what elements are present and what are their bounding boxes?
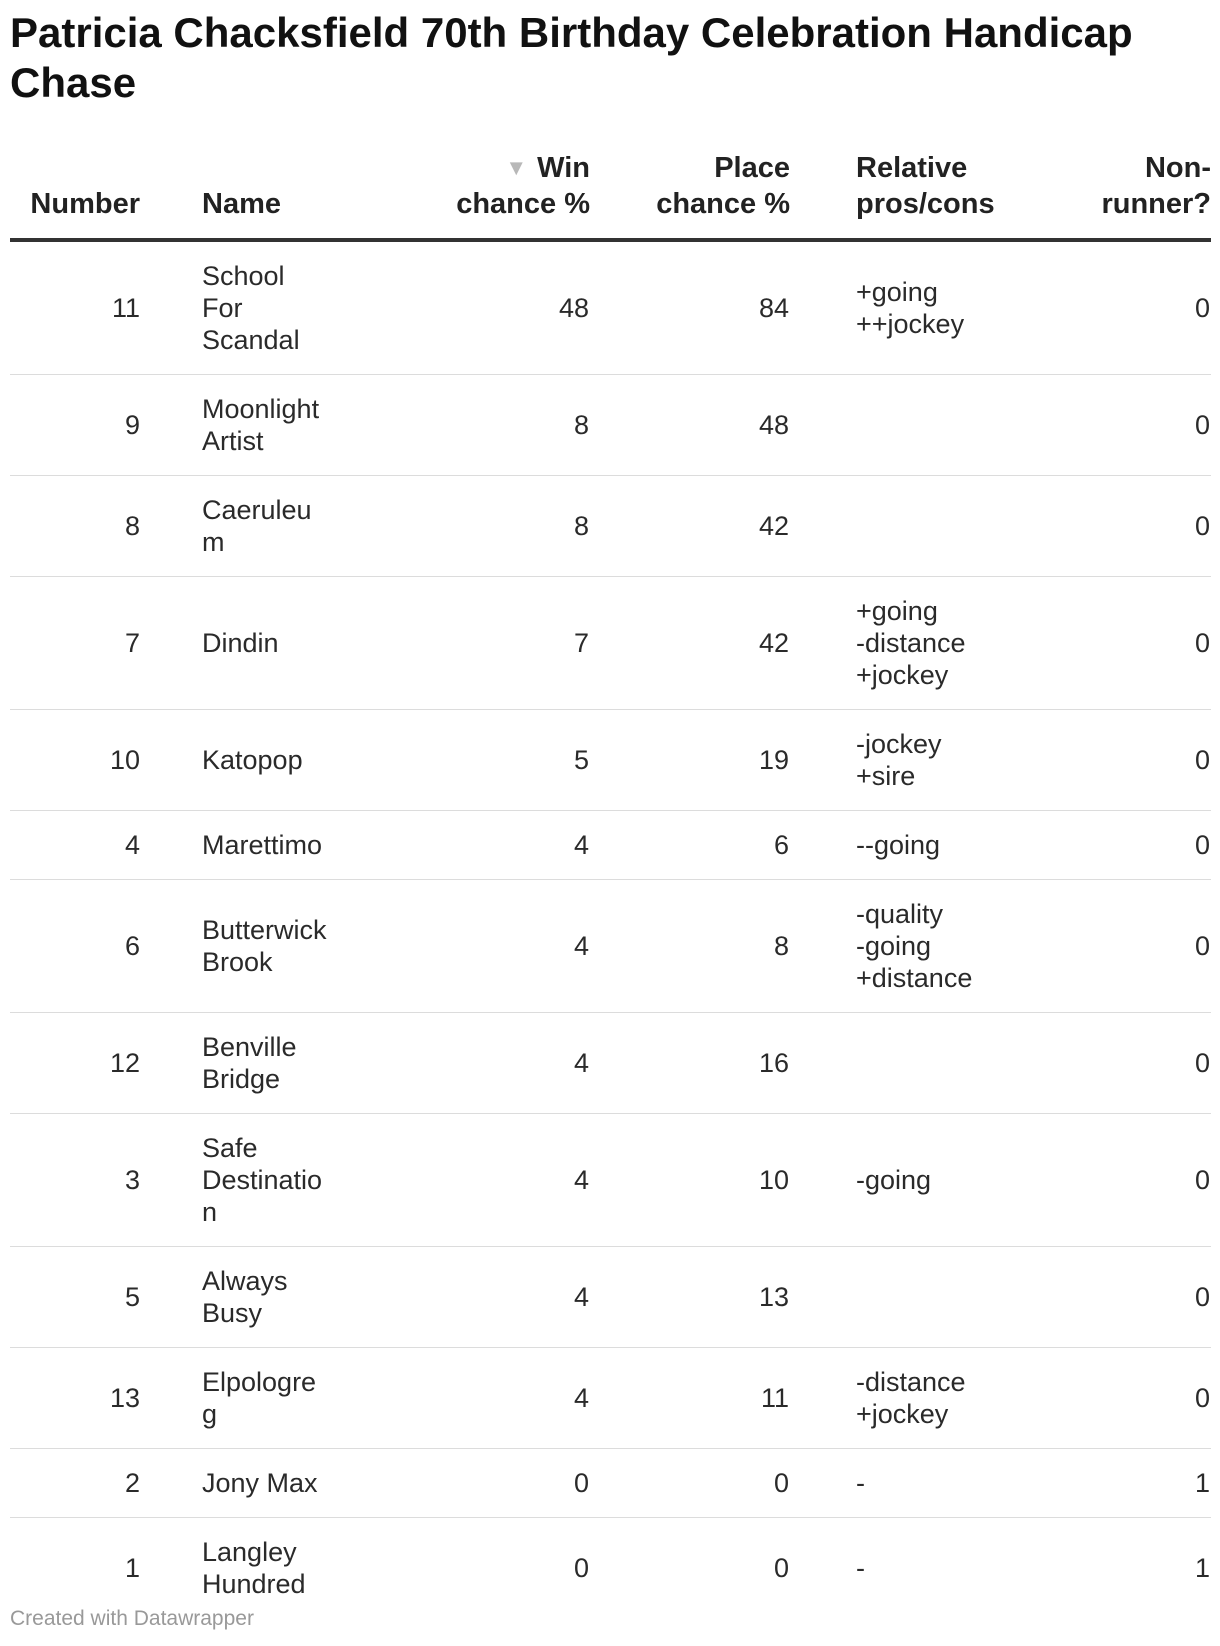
cell-name: School For Scandal (150, 240, 360, 375)
cell-name: Dindin (150, 577, 360, 710)
cell-name: Safe Destination (150, 1114, 360, 1247)
cell-number: 5 (10, 1247, 150, 1348)
cell-pros: -jockey +sire (790, 710, 1050, 811)
results-table (10, 150, 1211, 1618)
table-row (10, 375, 1211, 476)
cell-name: Marettimo (150, 811, 360, 880)
cell-pros: +going ++jockey (790, 240, 1050, 375)
column-header-pros-cons[interactable]: Relative pros/cons (790, 150, 1050, 240)
table-body (10, 240, 1211, 1618)
cell-number: 9 (10, 375, 150, 476)
cell-number: 12 (10, 1013, 150, 1114)
cell-name: Benville Bridge (150, 1013, 360, 1114)
cell-pros (790, 1247, 1050, 1348)
table-row (10, 577, 1211, 710)
cell-win: 5 (360, 710, 590, 811)
cell-number: 10 (10, 710, 150, 811)
cell-nonrunner: 0 (1050, 1114, 1211, 1247)
cell-name: Jony Max (150, 1449, 360, 1518)
column-header-win[interactable] (360, 150, 590, 240)
table-row (10, 1518, 1211, 1619)
cell-nonrunner: 0 (1050, 710, 1211, 811)
cell-pros: --going (790, 811, 1050, 880)
table-row (10, 1348, 1211, 1449)
table-row (10, 476, 1211, 577)
cell-nonrunner: 0 (1050, 1348, 1211, 1449)
cell-number: 2 (10, 1449, 150, 1518)
cell-nonrunner: 0 (1050, 240, 1211, 375)
cell-nonrunner: 1 (1050, 1449, 1211, 1518)
cell-place: 0 (773, 1553, 789, 1583)
table-row (10, 710, 1211, 811)
table-row (10, 811, 1211, 880)
cell-pros: -distance +jockey (790, 1348, 1050, 1449)
cell-place: 48 (590, 375, 790, 476)
cell-place: 8 (590, 880, 790, 1013)
table-row (10, 1114, 1211, 1247)
results-table-wrapper (10, 150, 1211, 1618)
cell-win: 8 (360, 375, 590, 476)
cell-name: Katopop (150, 710, 360, 811)
header-row (10, 150, 1211, 240)
cell-number: 7 (10, 577, 150, 710)
cell-number: 11 (10, 240, 150, 375)
cell-pros: +going -distance +jockey (790, 577, 1050, 710)
cell-win: 4 (360, 1348, 590, 1449)
cell-place: 84 (590, 240, 790, 375)
table-row (10, 1449, 1211, 1518)
cell-name: Butterwick Brook (150, 880, 360, 1013)
table-row (10, 240, 1211, 375)
cell-number: 1 (124, 1553, 140, 1583)
cell-pros: -quality -going +distance (790, 880, 1050, 1013)
credit-footer: Created with Datawrapper (10, 1607, 254, 1630)
cell-number: 4 (10, 811, 150, 880)
column-header-win-label: Win chance % (456, 152, 590, 220)
column-header-name[interactable]: Name (150, 150, 360, 240)
cell-place: 19 (590, 710, 790, 811)
chart-title: Patricia Chacksfield 70th Birthday Celebration Handicap Chase (10, 9, 1133, 106)
cell-nonrunner: 0 (1050, 476, 1211, 577)
cell-name: Moonlight Artist (150, 375, 360, 476)
cell-nonrunner: 0 (1050, 577, 1211, 710)
cell-win: 4 (360, 1247, 590, 1348)
cell-win: 0 (360, 1449, 590, 1518)
cell-place: 6 (590, 811, 790, 880)
table-row (10, 1013, 1211, 1114)
cell-win: 4 (360, 1114, 590, 1247)
cell-pros (790, 476, 1050, 577)
cell-name: Elpologreg (150, 1348, 360, 1449)
cell-pros (790, 375, 1050, 476)
cell-number: 3 (10, 1114, 150, 1247)
cell-nonrunner: 1 (1194, 1553, 1210, 1583)
cell-place: 42 (590, 476, 790, 577)
cell-place: 10 (590, 1114, 790, 1247)
cell-win: 7 (360, 577, 590, 710)
cell-nonrunner: 0 (1050, 880, 1211, 1013)
cell-win: 0 (573, 1553, 589, 1583)
cell-name: Always Busy (150, 1247, 360, 1348)
cell-name: Langley Hundred (202, 1537, 306, 1599)
cell-place: 42 (590, 577, 790, 710)
column-header-place[interactable]: Place chance % (590, 150, 790, 240)
cell-place: 11 (590, 1348, 790, 1449)
column-header-number[interactable]: Number (10, 150, 150, 240)
cell-nonrunner: 0 (1050, 1247, 1211, 1348)
cell-nonrunner: 0 (1050, 1013, 1211, 1114)
cell-pros: -going (790, 1114, 1050, 1247)
cell-number: 13 (10, 1348, 150, 1449)
cell-win: 4 (360, 1013, 590, 1114)
cell-name: Caeruleum (150, 476, 360, 577)
cell-nonrunner: 0 (1050, 811, 1211, 880)
column-header-non-runner[interactable]: Non- runner? (1050, 150, 1211, 240)
cell-pros (790, 1013, 1050, 1114)
cell-number: 8 (10, 476, 150, 577)
cell-number: 6 (10, 880, 150, 1013)
cell-nonrunner: 0 (1050, 375, 1211, 476)
cell-pros: - (856, 1553, 865, 1583)
cell-place: 0 (590, 1449, 790, 1518)
cell-win: 48 (360, 240, 590, 375)
table-row (10, 880, 1211, 1013)
cell-win: 8 (360, 476, 590, 577)
cell-win: 4 (360, 811, 590, 880)
cell-win: 4 (360, 880, 590, 1013)
cell-pros: - (790, 1449, 1050, 1518)
table-row (10, 1247, 1211, 1348)
sort-descending-icon: ▼ (505, 155, 528, 180)
cell-place: 16 (590, 1013, 790, 1114)
cell-place: 13 (590, 1247, 790, 1348)
